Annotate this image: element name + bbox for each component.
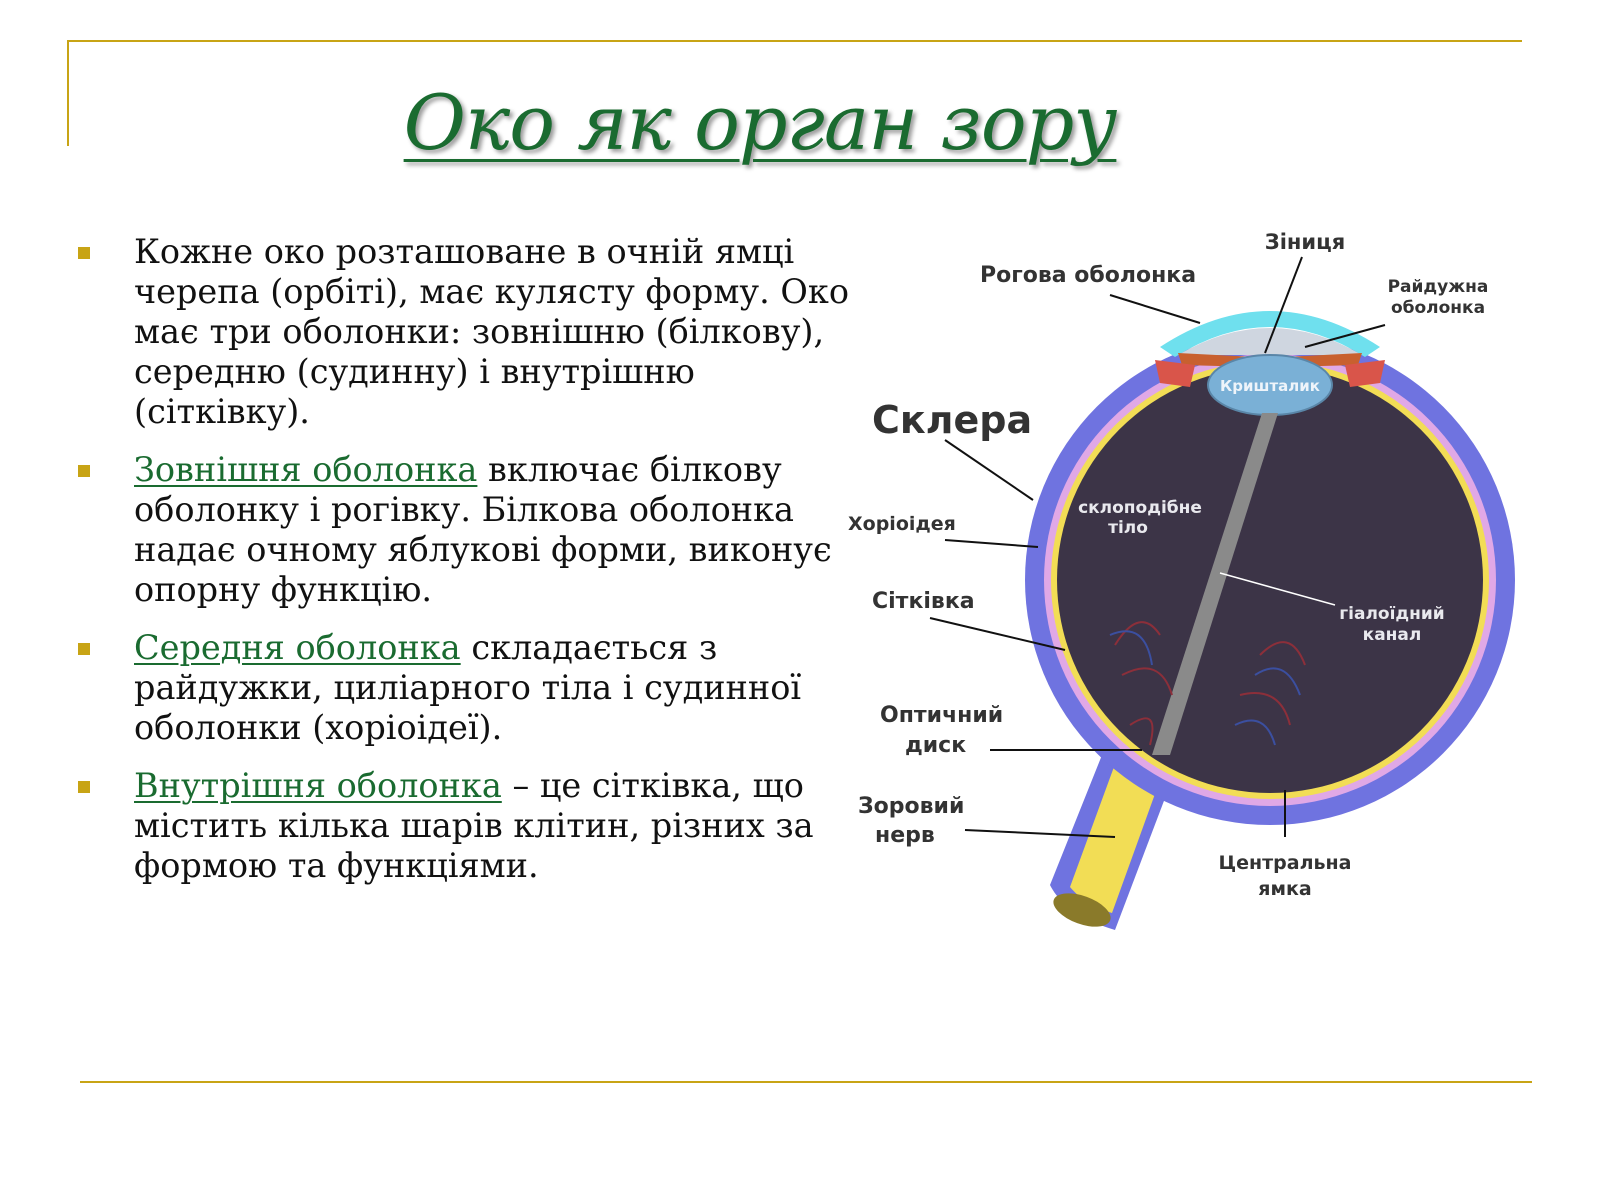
slide-title: Око як орган зору xyxy=(403,78,1117,167)
pupil-label: Зіниця xyxy=(1264,230,1346,254)
bullet-text: складається з райдужки, циліарного тіла і судинної оболонки (хоріоідеї). xyxy=(134,628,802,747)
bullet-marker-icon xyxy=(78,643,90,655)
choroid-label: Хоріоідея xyxy=(848,513,956,535)
bullet-text: включає білкову оболонку і рогівку. Білкова оболонка надає очному яблукові форми, виконує опорну функцію. xyxy=(134,450,832,609)
cornea-leader xyxy=(1110,295,1200,323)
hyaloid-label-2: канал xyxy=(1362,625,1422,645)
optic-disc-label-1: Оптичний xyxy=(880,703,1004,728)
retina-label: Сітківка xyxy=(872,589,975,614)
iris-label-2: оболонка xyxy=(1390,298,1486,318)
optic-nerve-label-1: Зоровий xyxy=(858,794,965,819)
optic-nerve-label-2: нерв xyxy=(875,823,935,848)
sclera-leader xyxy=(945,440,1033,500)
iris-label-1: Райдужна xyxy=(1387,277,1489,297)
cornea-label: Рогова оболонка xyxy=(980,263,1197,288)
hyaloid-label-1: гіалоїдний xyxy=(1339,604,1445,624)
bullet-marker-icon xyxy=(78,781,90,793)
choroid-leader xyxy=(945,540,1038,547)
bullet-marker-icon xyxy=(78,247,90,259)
bullet-item xyxy=(70,766,850,886)
outer-layer-link[interactable]: Зовнішня оболонка xyxy=(134,450,478,489)
bullet-text: Кожне око розташоване в очній ямці черепа (орбіті), має кулясту форму. Око має три оболонки: зовнішню (білкову), середню (судинну) і внутрішню (сітківку). xyxy=(134,232,849,431)
sclera-label: Склера xyxy=(872,398,1033,442)
frame-top-line xyxy=(67,40,1522,42)
frame-bottom-line xyxy=(80,1081,1532,1083)
bullet-item xyxy=(70,628,850,748)
fovea-label-2: ямка xyxy=(1258,878,1312,900)
bullet-marker-icon xyxy=(78,465,90,477)
bullet-text: – це сітківка, що містить кілька шарів клітин, різних за формою та функціями. xyxy=(134,766,814,885)
eye-diagram xyxy=(848,225,1560,955)
optic-disc-label-2: диск xyxy=(905,733,967,758)
vitreous-label-1: склоподібне xyxy=(1078,498,1202,518)
bullet-item xyxy=(70,450,850,610)
vitreous-label-2: тіло xyxy=(1108,518,1148,538)
bullet-item xyxy=(70,232,850,432)
middle-layer-link[interactable]: Середня оболонка xyxy=(134,628,461,667)
fovea-label-1: Центральна xyxy=(1218,852,1352,874)
lens-label: Кришталик xyxy=(1220,377,1320,395)
bullet-list xyxy=(70,232,850,904)
inner-layer-link[interactable]: Внутрішня оболонка xyxy=(134,766,502,805)
